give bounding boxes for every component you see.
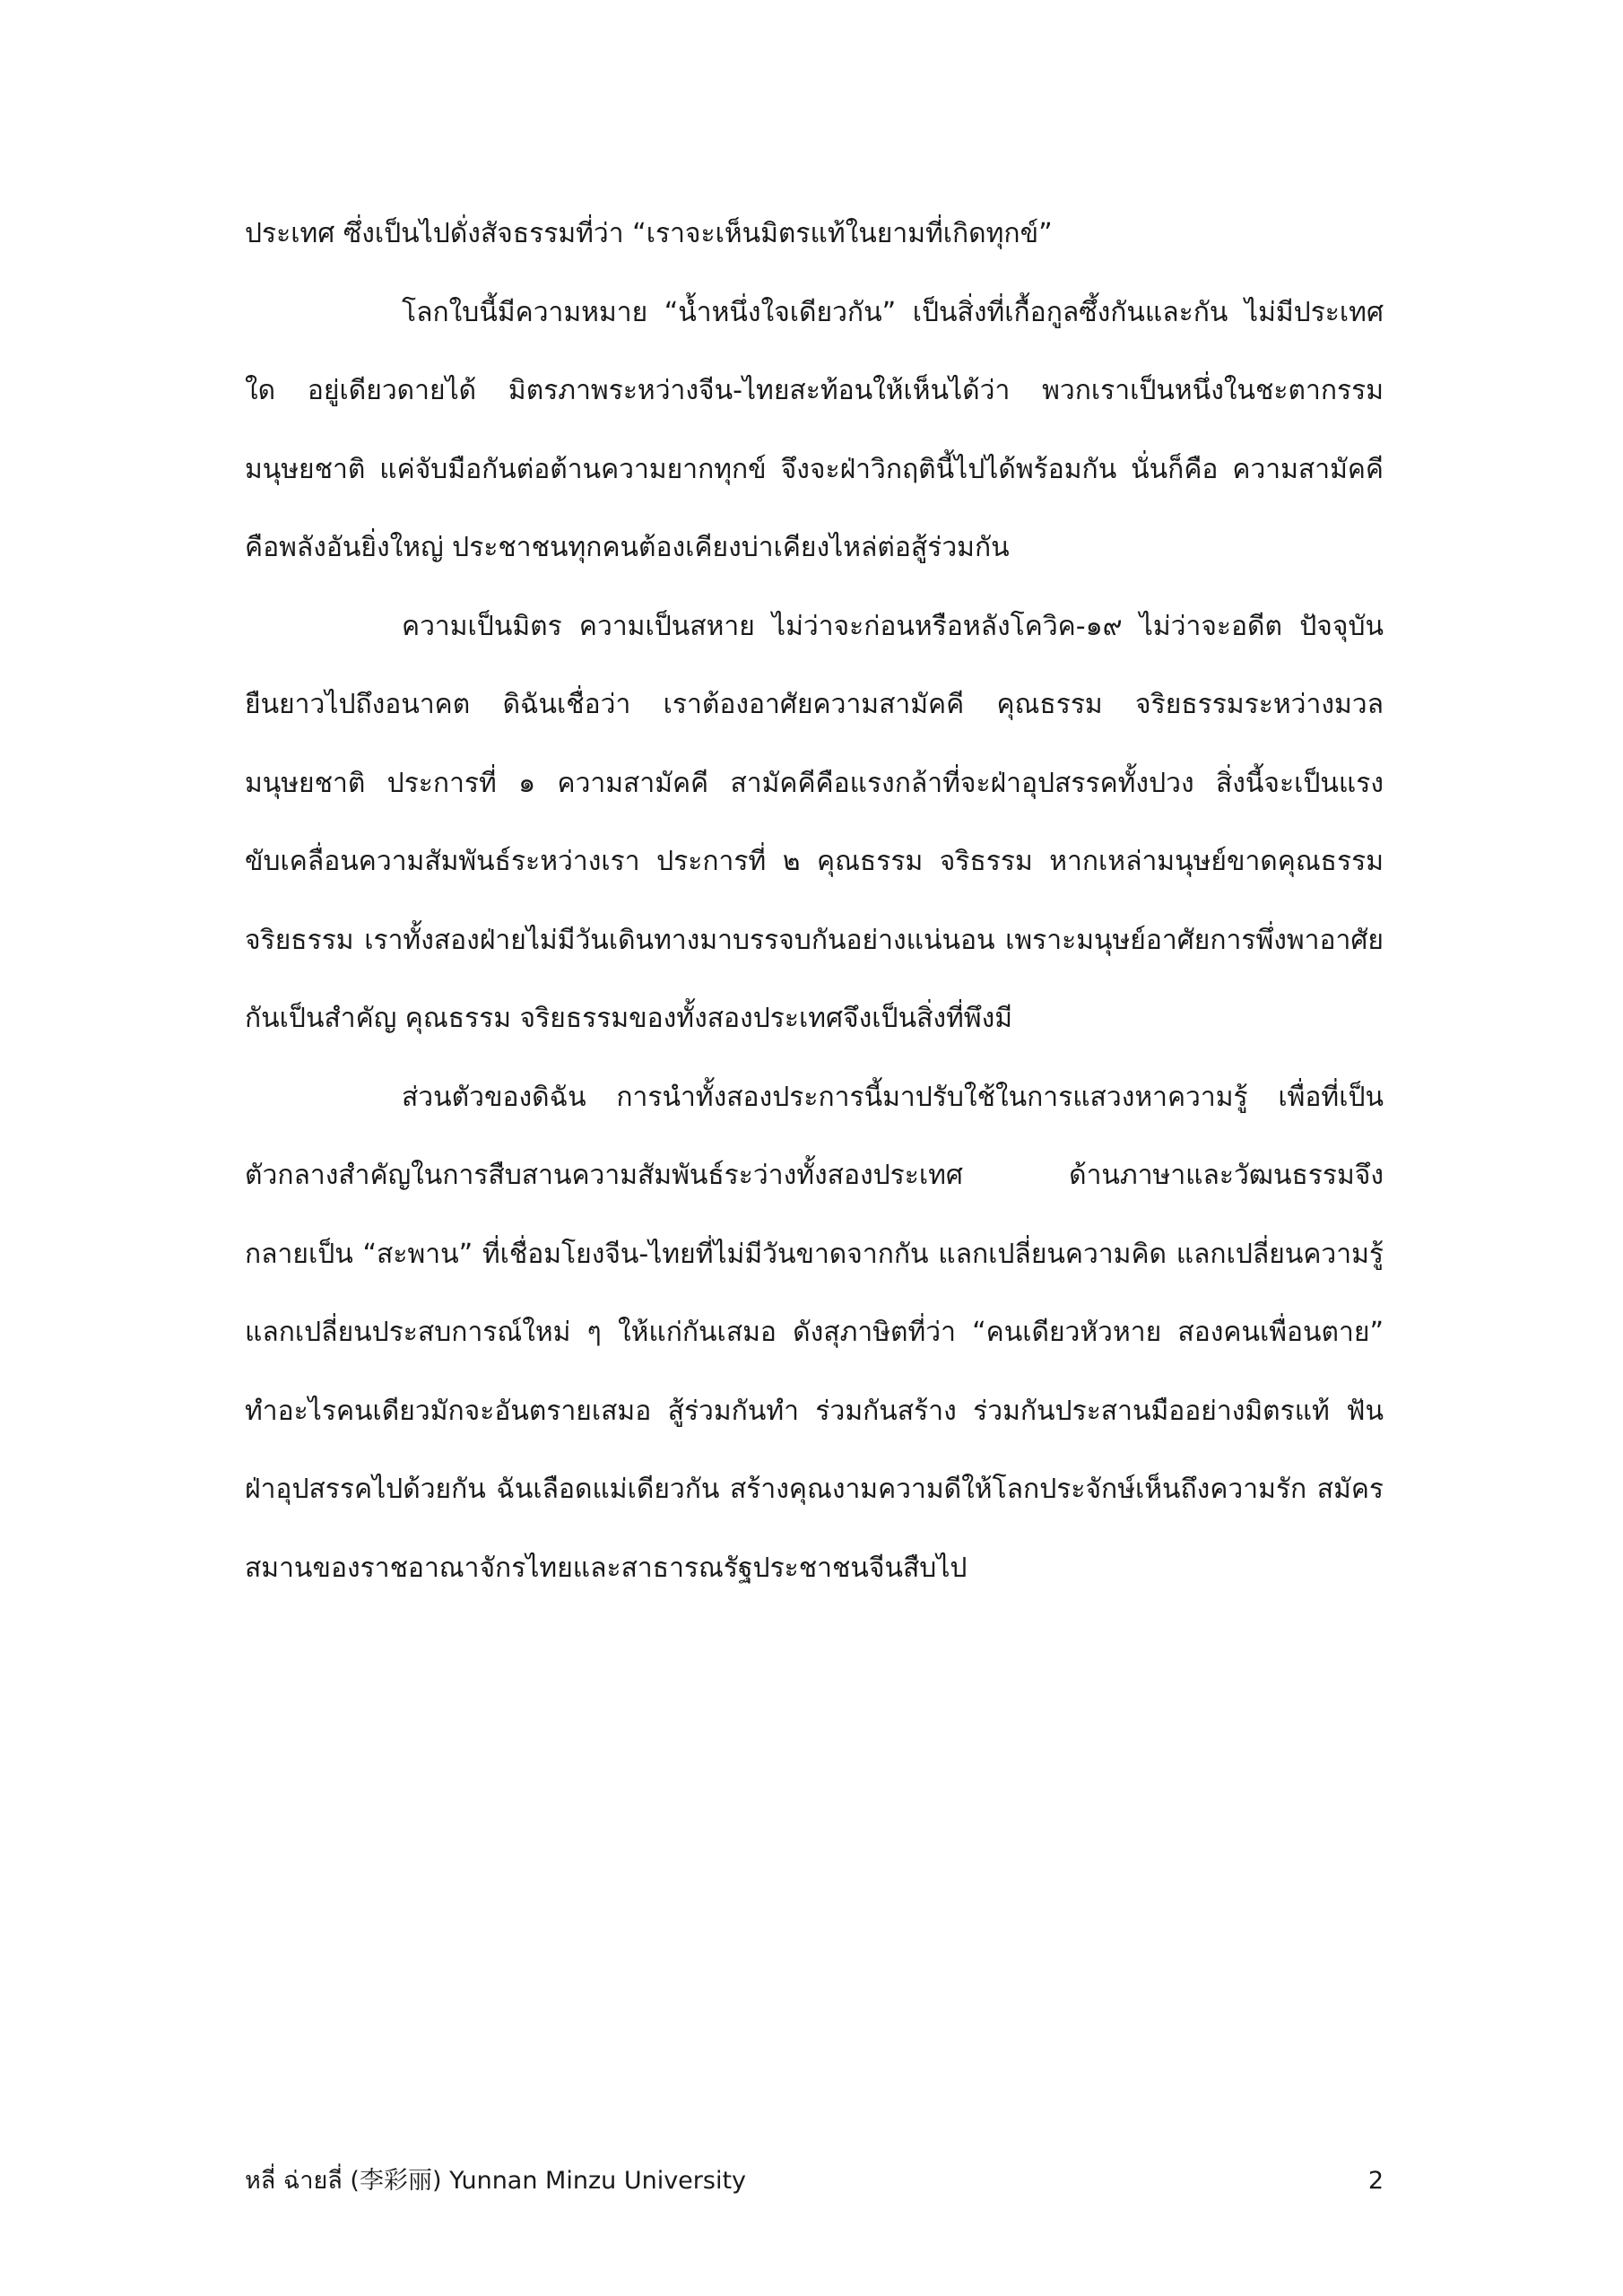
footer-author: หลี่ ฉ่ายลี่ (李彩丽) Yunnan Minzu University [245, 2167, 747, 2195]
text-line: กลายเป็น “สะพาน” ที่เชื่อมโยงจีน-ไทยที่ไม่มีวันขาดจากกัน แลกเปลี่ยนความคิด แลกเปลี่ยนความรู้ [245, 1238, 1384, 1270]
text-line: ฝ่าอุปสรรคไปด้วยกัน ฉันเลือดแม่เดียวกัน สร้างคุณงามความดีให้โลกประจักษ์เห็นถึงความรัก สมัคร [245, 1474, 1384, 1505]
text-line: ยืนยาวไปถึงอนาคต ดิฉันเชื่อว่า เราต้องอาศัยความสามัคคี คุณธรรม จริยธรรมระหว่างมวล [245, 689, 1384, 720]
text-line: สมานของราชอาณาจักรไทยและสาธารณรัฐประชาชนจีนสืบไป [245, 1552, 968, 1584]
text-line: แลกเปลี่ยนประสบการณ์ใหม่ ๆ ให้แก่กันเสมอ ดังสุภาษิตที่ว่า “คนเดียวหัวหาย สองคนเพื่อนตาย” [245, 1317, 1384, 1348]
text-line: ขับเคลื่อนความสัมพันธ์ระหว่างเรา ประการที่ ๒ คุณธรรม จริธรรม หากเหล่ามนุษย์ขาดคุณธรรม [245, 846, 1384, 877]
text-line: จริยธรรม เราทั้งสองฝ่ายไม่มีวันเดินทางมาบรรจบกันอย่างแน่นอน เพราะมนุษย์อาศัยการพึ่งพาอาศัย [245, 924, 1384, 956]
text-line: ประเทศ ซึ่งเป็นไปดั่งสัจธรรมที่ว่า “เราจะเห็นมิตรแท้ในยามที่เกิดทุกข์” [245, 218, 1053, 249]
text-line: ทำอะไรคนเดียวมักจะอันตรายเสมอ สู้ร่วมกันทำ ร่วมกันสร้าง ร่วมกันประสานมืออย่างมิตรแท้ ฟัน [245, 1395, 1384, 1427]
page-footer [245, 2160, 1384, 2203]
text-line: มนุษยชาติ แค่จับมือกันต่อต้านความยากทุกข์ จึงจะฝ่าวิกฤตินี้ไปได้พร้อมกัน นั่นก็คือ ความสามัคคี [245, 453, 1384, 485]
paragraph-first-line: โลกใบนี้มีความหมาย “น้ำหนึ่งใจเดียวกัน” เป็นสิ่งที่เกื้อกูลซึ้งกันและกัน ไม่มีประเทศ [402, 296, 1384, 328]
text-line: กันเป็นสำคัญ คุณธรรม จริยธรรมของทั้งสองประเทศจึงเป็นสิ่งที่พึงมี [245, 1003, 1013, 1034]
body-text [245, 208, 1384, 1621]
text-line: ตัวกลางสำคัญในการสืบสานความสัมพันธ์ระว่างทั้งสองประเทศ ด้านภาษาและวัฒนธรรมจึง [245, 1160, 1384, 1191]
paragraph-first-line: ส่วนตัวของดิฉัน การนำทั้งสองประการนี้มาปรับใช้ในการแสวงหาความรู้ เพื่อที่เป็น [402, 1081, 1384, 1113]
text-line: มนุษยชาติ ประการที่ ๑ ความสามัคคี สามัคคีคือแรงกล้าที่จะฝ่าอุปสรรคทั้งปวง สิ่งนี้จะเป็นแรง [245, 767, 1384, 799]
text-line: ใด อยู่เดียวดายได้ มิตรภาพระหว่างจีน-ไทยสะท้อนให้เห็นได้ว่า พวกเราเป็นหนึ่งในชะตากรรม [245, 375, 1384, 406]
page-number: 2 [1367, 2167, 1384, 2195]
text-line: คือพลังอันยิ่งใหญ่ ประชาชนทุกคนต้องเคียงบ่าเคียงไหล่ต่อสู้ร่วมกัน [245, 532, 1010, 563]
paragraph-first-line: ความเป็นมิตร ความเป็นสหาย ไม่ว่าจะก่อนหรือหลังโควิค-๑๙ ไม่ว่าจะอดีต ปัจจุบัน [402, 610, 1384, 642]
